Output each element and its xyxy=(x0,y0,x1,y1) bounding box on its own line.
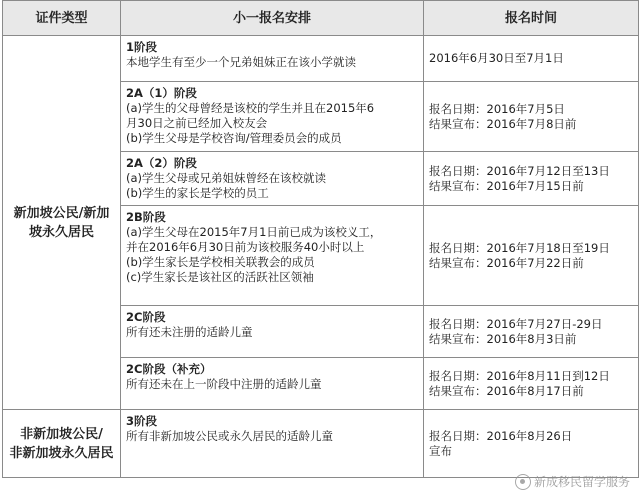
time-line: 2016年6月30日至7月1日 xyxy=(429,51,564,65)
stage-title: 2C阶段（补充） xyxy=(126,362,212,376)
time-cell xyxy=(424,206,639,306)
category-line: 坡永久居民 xyxy=(28,224,94,240)
stage-line: (b)学生父母是学校咨询/管理委员会的成员 xyxy=(126,131,342,145)
category-line: 非新加坡公民/ xyxy=(20,426,103,442)
time-line: 结果宣布：2016年7月22日前 xyxy=(429,255,584,270)
stage-title: 1阶段 xyxy=(126,40,158,54)
time-line: 结果宣布：2016年7月15日前 xyxy=(429,178,584,193)
time-line: 报名日期：2016年7月12日至13日 xyxy=(429,163,610,178)
time-line: 结果宣布：2016年8月17日前 xyxy=(429,383,584,398)
time-cell xyxy=(424,82,639,152)
arrangement-cell xyxy=(121,358,424,410)
time-cell xyxy=(424,306,639,358)
time-cell xyxy=(424,358,639,410)
stage-line: (b)学生家长是学校相关联教会的成员 xyxy=(126,255,315,269)
arrangement-cell xyxy=(121,410,424,478)
time-line: 报名日期：2016年8月26日 xyxy=(429,428,573,443)
time-line: 报名日期：2016年8月11日到12日 xyxy=(429,368,610,383)
header-time: 报名时间 xyxy=(424,1,639,36)
stage-line: (a)学生的父母曾经是该校的学生并且在2015年6 xyxy=(126,101,375,115)
header-id-type: 证件类型 xyxy=(3,1,121,36)
category-noncitizen xyxy=(3,410,121,478)
header-row xyxy=(3,1,639,36)
stage-line: (c)学生家长是该社区的活跃社区领袖 xyxy=(126,270,314,284)
time-cell xyxy=(424,36,639,82)
stage-title: 2C阶段 xyxy=(126,310,166,324)
stage-line: 所有还未在上一阶段中注册的适龄儿童 xyxy=(126,377,322,391)
stage-line: 并在2016年6月30日前为该校服务40小时以上 xyxy=(126,240,365,254)
category-line: 非新加坡永久居民 xyxy=(9,445,114,461)
time-cell xyxy=(424,152,639,206)
watermark xyxy=(515,473,630,491)
wechat-logo-icon xyxy=(515,474,531,490)
stage-title: 3阶段 xyxy=(126,414,158,428)
stage-line: 所有非新加坡公民或永久居民的适龄儿童 xyxy=(126,429,333,443)
stage-line: (a)学生父母在2015年7月1日前已成为该校义工， xyxy=(126,225,382,239)
stage-title: 2B阶段 xyxy=(126,210,166,224)
arrangement-cell xyxy=(121,82,424,152)
arrangement-cell xyxy=(121,306,424,358)
watermark-text: 新成移民留学服务 xyxy=(533,474,630,489)
stage-line: 本地学生有至少一个兄弟姐妹正在该小学就读 xyxy=(126,55,356,69)
time-line: 报名日期：2016年7月18日至19日 xyxy=(429,240,610,255)
table-row xyxy=(3,410,639,478)
time-line: 宣布 xyxy=(429,443,452,458)
stage-line: (b)学生的家长是学校的员工 xyxy=(126,186,269,200)
stage-line: 所有还未注册的适龄儿童 xyxy=(126,325,253,339)
category-citizen xyxy=(3,36,121,410)
time-line: 结果宣布：2016年7月8日前 xyxy=(429,116,577,131)
time-line: 报名日期：2016年7月5日 xyxy=(429,101,565,116)
stage-line: (a)学生父母或兄弟姐妹曾经在该校就读 xyxy=(126,171,327,185)
time-line: 结果宣布：2016年8月3日前 xyxy=(429,331,577,346)
category-line: 新加坡公民/新加 xyxy=(13,205,110,221)
admission-table xyxy=(2,0,639,478)
time-line: 报名日期：2016年7月27日-29日 xyxy=(429,316,603,331)
arrangement-cell xyxy=(121,152,424,206)
arrangement-cell xyxy=(121,206,424,306)
stage-title: 2A（1）阶段 xyxy=(126,86,197,100)
header-arrangement: 小一报名安排 xyxy=(121,1,424,36)
table-row xyxy=(3,36,639,82)
arrangement-cell xyxy=(121,36,424,82)
stage-line: 月30日之前已经加入校友会 xyxy=(126,116,268,130)
stage-title: 2A（2）阶段 xyxy=(126,156,197,170)
time-cell xyxy=(424,410,639,478)
